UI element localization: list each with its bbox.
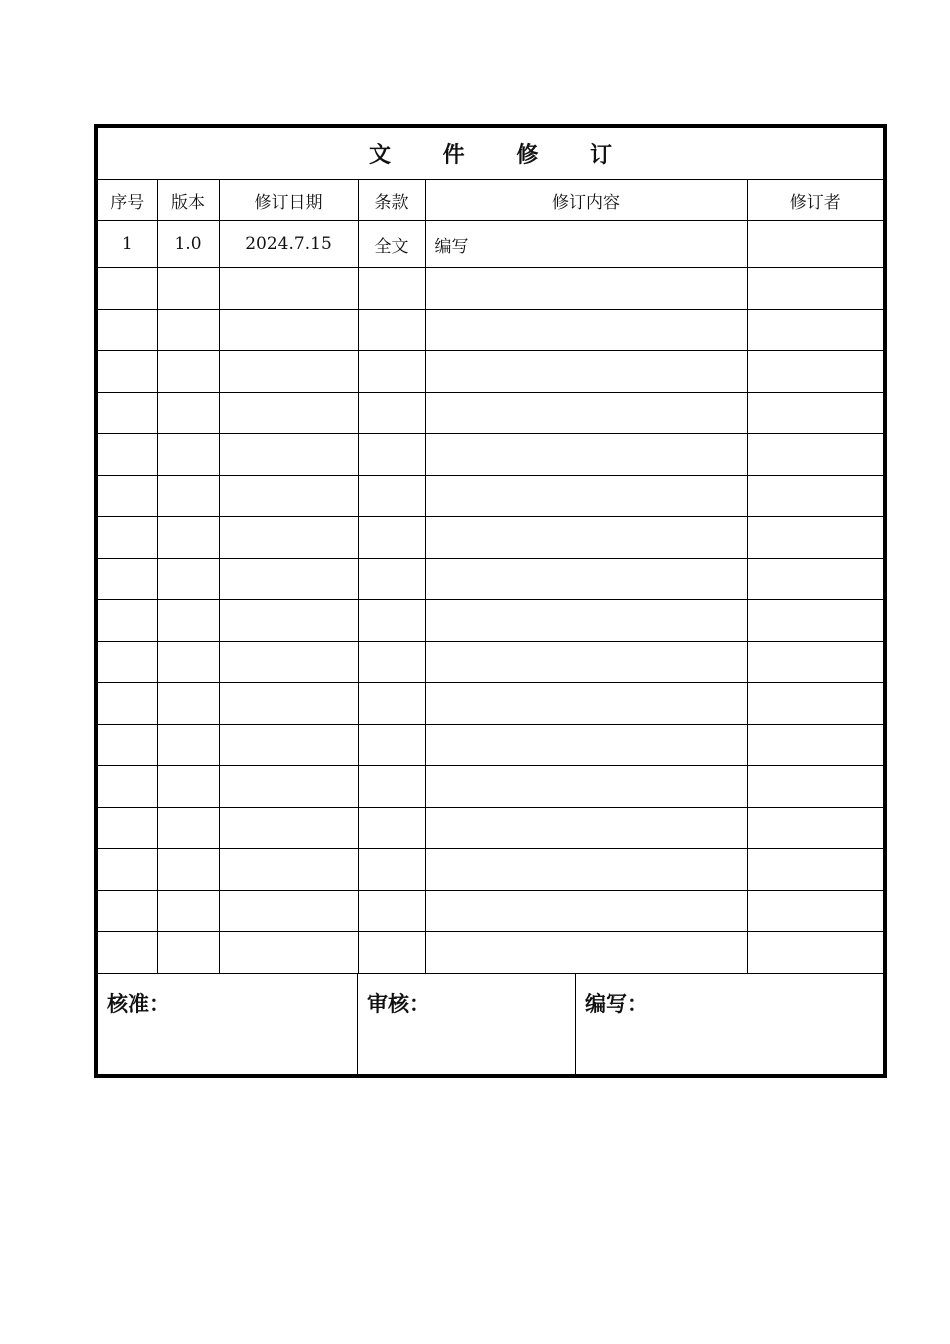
- cell-content[interactable]: [425, 392, 747, 434]
- cell-reviser[interactable]: [747, 475, 883, 517]
- cell-index[interactable]: [98, 641, 157, 683]
- cell-reviser[interactable]: [747, 807, 883, 849]
- cell-index[interactable]: 1: [98, 221, 157, 268]
- cell-date[interactable]: [219, 392, 358, 434]
- cell-reviser[interactable]: [747, 849, 883, 891]
- review-signature-field[interactable]: 审核：: [358, 974, 576, 1074]
- cell-content[interactable]: [425, 807, 747, 849]
- cell-clause[interactable]: [358, 309, 425, 351]
- cell-reviser[interactable]: [747, 309, 883, 351]
- cell-date[interactable]: [219, 849, 358, 891]
- cell-date[interactable]: [219, 558, 358, 600]
- cell-version[interactable]: [157, 309, 219, 351]
- cell-clause[interactable]: [358, 932, 425, 974]
- cell-clause[interactable]: [358, 890, 425, 932]
- cell-reviser[interactable]: [747, 221, 883, 268]
- cell-index[interactable]: [98, 683, 157, 725]
- cell-index[interactable]: [98, 600, 157, 642]
- cell-content[interactable]: [425, 309, 747, 351]
- column-header-index: 序号: [98, 180, 157, 221]
- cell-date[interactable]: [219, 683, 358, 725]
- table-row: [98, 558, 883, 600]
- cell-reviser[interactable]: [747, 351, 883, 393]
- table-row: [98, 351, 883, 393]
- cell-reviser[interactable]: [747, 517, 883, 559]
- cell-version[interactable]: [157, 641, 219, 683]
- cell-version[interactable]: [157, 890, 219, 932]
- cell-index[interactable]: [98, 475, 157, 517]
- cell-content[interactable]: [425, 268, 747, 310]
- cell-date[interactable]: [219, 724, 358, 766]
- cell-clause[interactable]: [358, 351, 425, 393]
- cell-reviser[interactable]: [747, 683, 883, 725]
- cell-version[interactable]: [157, 558, 219, 600]
- table-row: [98, 268, 883, 310]
- cell-content[interactable]: [425, 932, 747, 974]
- cell-clause[interactable]: [358, 683, 425, 725]
- cell-reviser[interactable]: [747, 932, 883, 974]
- signature-row: [98, 974, 883, 1074]
- cell-date[interactable]: [219, 600, 358, 642]
- table-row: [98, 807, 883, 849]
- table-row: [98, 221, 883, 268]
- cell-clause[interactable]: [358, 392, 425, 434]
- cell-clause[interactable]: [358, 724, 425, 766]
- cell-version[interactable]: [157, 475, 219, 517]
- approve-signature-field[interactable]: 核准：: [98, 974, 358, 1074]
- cell-date[interactable]: 2024.7.15: [219, 221, 358, 268]
- cell-reviser[interactable]: [747, 434, 883, 476]
- cell-clause[interactable]: [358, 434, 425, 476]
- cell-content[interactable]: [425, 724, 747, 766]
- cell-content[interactable]: [425, 766, 747, 808]
- cell-content[interactable]: [425, 683, 747, 725]
- cell-date[interactable]: [219, 890, 358, 932]
- cell-content[interactable]: [425, 890, 747, 932]
- cell-index[interactable]: [98, 392, 157, 434]
- cell-clause[interactable]: [358, 475, 425, 517]
- table-row: [98, 724, 883, 766]
- table-row: [98, 517, 883, 559]
- cell-content[interactable]: [425, 434, 747, 476]
- cell-index[interactable]: [98, 351, 157, 393]
- cell-reviser[interactable]: [747, 766, 883, 808]
- table-row: [98, 309, 883, 351]
- cell-index[interactable]: [98, 309, 157, 351]
- column-header-version: 版本: [157, 180, 219, 221]
- cell-content[interactable]: [425, 641, 747, 683]
- table-row: [98, 890, 883, 932]
- cell-date[interactable]: [219, 766, 358, 808]
- cell-clause[interactable]: [358, 641, 425, 683]
- cell-date[interactable]: [219, 268, 358, 310]
- cell-version[interactable]: 1.0: [157, 221, 219, 268]
- cell-index[interactable]: [98, 434, 157, 476]
- cell-date[interactable]: [219, 517, 358, 559]
- cell-content[interactable]: [425, 849, 747, 891]
- cell-date[interactable]: [219, 641, 358, 683]
- cell-index[interactable]: [98, 807, 157, 849]
- table-row: [98, 392, 883, 434]
- cell-index[interactable]: [98, 724, 157, 766]
- cell-reviser[interactable]: [747, 268, 883, 310]
- author-signature-field[interactable]: 编写：: [585, 991, 648, 1016]
- cell-reviser[interactable]: [747, 600, 883, 642]
- cell-date[interactable]: [219, 351, 358, 393]
- cell-content[interactable]: [425, 558, 747, 600]
- cell-content[interactable]: 编写: [425, 221, 747, 268]
- cell-index[interactable]: [98, 558, 157, 600]
- cell-clause[interactable]: [358, 807, 425, 849]
- table-row: [98, 849, 883, 891]
- cell-index[interactable]: [98, 890, 157, 932]
- cell-version[interactable]: [157, 807, 219, 849]
- cell-index[interactable]: [98, 849, 157, 891]
- cell-version[interactable]: [157, 766, 219, 808]
- column-header-content: 修订内容: [425, 180, 747, 221]
- cell-content[interactable]: [425, 351, 747, 393]
- cell-clause[interactable]: [358, 558, 425, 600]
- column-header-clause: 条款: [358, 180, 425, 221]
- cell-content[interactable]: [425, 475, 747, 517]
- revision-table: [98, 180, 883, 974]
- cell-version[interactable]: [157, 600, 219, 642]
- table-row: [98, 932, 883, 974]
- cell-clause[interactable]: [358, 517, 425, 559]
- cell-reviser[interactable]: [747, 558, 883, 600]
- cell-date[interactable]: [219, 932, 358, 974]
- cell-reviser[interactable]: [747, 641, 883, 683]
- column-header-date: 修订日期: [219, 180, 358, 221]
- cell-clause[interactable]: 全文: [358, 221, 425, 268]
- cell-version[interactable]: [157, 849, 219, 891]
- cell-date[interactable]: [219, 475, 358, 517]
- cell-date[interactable]: [219, 434, 358, 476]
- cell-version[interactable]: [157, 683, 219, 725]
- cell-index[interactable]: [98, 517, 157, 559]
- cell-clause[interactable]: [358, 268, 425, 310]
- cell-reviser[interactable]: [747, 392, 883, 434]
- cell-content[interactable]: [425, 600, 747, 642]
- cell-version[interactable]: [157, 434, 219, 476]
- cell-version[interactable]: [157, 392, 219, 434]
- table-row: [98, 641, 883, 683]
- cell-version[interactable]: [157, 351, 219, 393]
- cell-date[interactable]: [219, 309, 358, 351]
- table-header-row: [98, 180, 883, 221]
- revision-form: [94, 124, 887, 1078]
- table-row: [98, 600, 883, 642]
- cell-clause[interactable]: [358, 600, 425, 642]
- table-row: [98, 766, 883, 808]
- cell-clause[interactable]: [358, 849, 425, 891]
- cell-date[interactable]: [219, 807, 358, 849]
- cell-reviser[interactable]: [747, 890, 883, 932]
- cell-version[interactable]: [157, 268, 219, 310]
- cell-index[interactable]: [98, 932, 157, 974]
- cell-clause[interactable]: [358, 766, 425, 808]
- cell-version[interactable]: [157, 932, 219, 974]
- cell-reviser[interactable]: [747, 724, 883, 766]
- cell-version[interactable]: [157, 724, 219, 766]
- table-row: [98, 434, 883, 476]
- table-row: [98, 475, 883, 517]
- cell-content[interactable]: [425, 517, 747, 559]
- cell-index[interactable]: [98, 268, 157, 310]
- cell-index[interactable]: [98, 766, 157, 808]
- table-row: [98, 683, 883, 725]
- cell-version[interactable]: [157, 517, 219, 559]
- form-title: 文 件 修 订: [98, 128, 883, 180]
- column-header-reviser: 修订者: [747, 180, 883, 221]
